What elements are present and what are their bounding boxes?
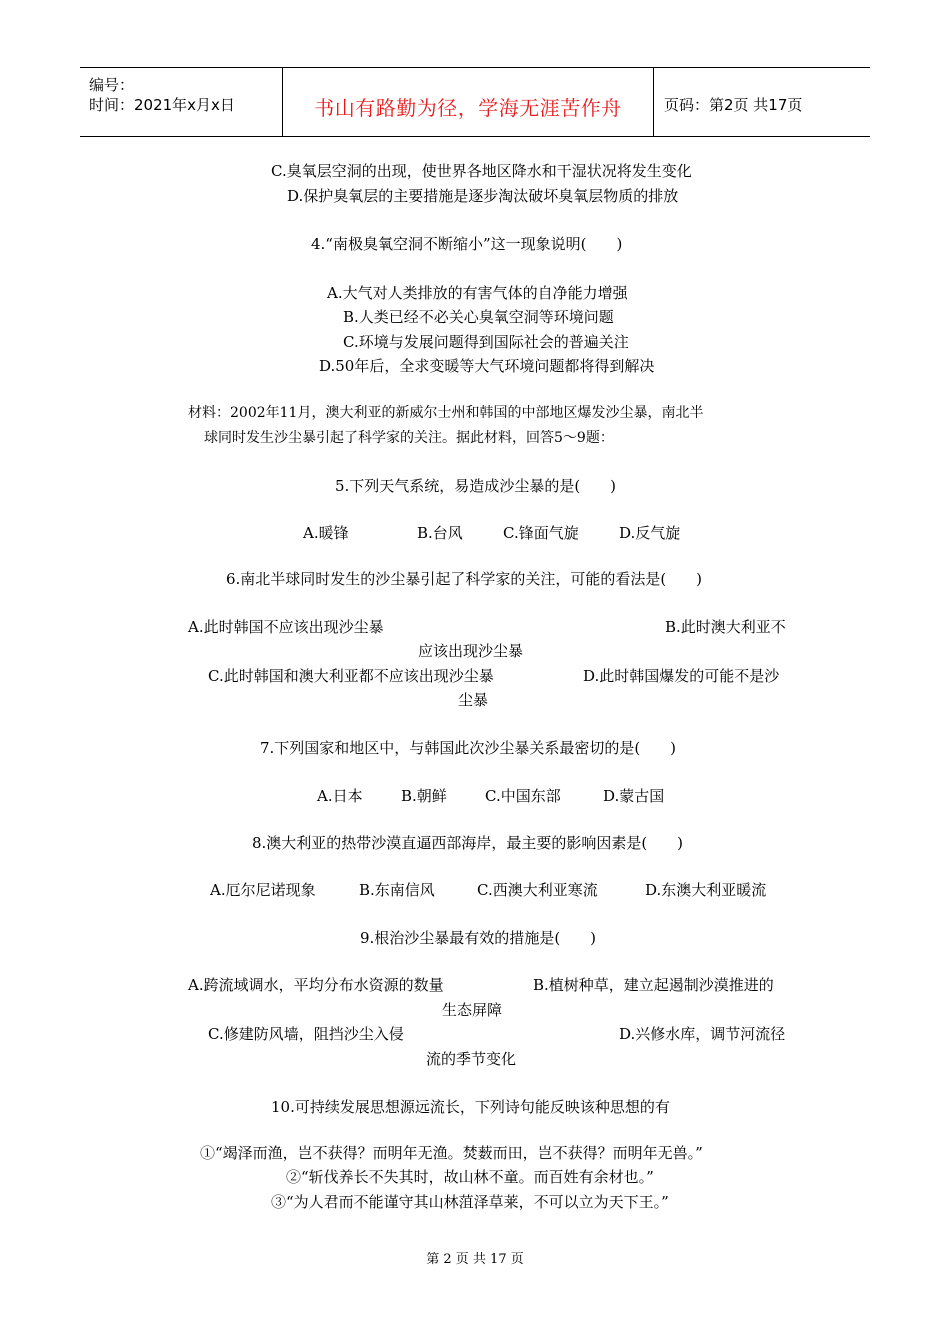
option-q9b: B.植树种草，建立起遏制沙漠推进的 — [533, 976, 774, 994]
option-q6d: D.此时韩国爆发的可能不是沙 — [583, 667, 780, 685]
option-q9c: C.修建防风墙，阻挡沙尘入侵 — [208, 1025, 404, 1043]
option-q9d-cont: 流的季节变化 — [426, 1050, 517, 1068]
option-q8a: A.厄尔尼诺现象 — [210, 881, 316, 899]
option-q6d-cont: 尘暴 — [458, 691, 489, 709]
option-q5c: C.锋面气旋 — [503, 524, 579, 542]
option-q3c: C.臭氧层空洞的出现，使世界各地区降水和干湿状况将发生变化 — [271, 162, 692, 180]
option-q7d: D.蒙古国 — [603, 787, 665, 805]
question-7: 7.下列国家和地区中，与韩国此次沙尘暴关系最密切的是( ) — [260, 739, 677, 757]
option-q5a: A.暖锋 — [303, 524, 349, 542]
option-q8c: C.西澳大利亚寒流 — [477, 881, 598, 899]
option-q4a: A.大气对人类排放的有害气体的自净能力增强 — [327, 284, 628, 302]
material-line-1: 材料：2002年11月，澳大利亚的新威尔士州和韩国的中部地区爆发沙尘暴，南北半 — [188, 405, 704, 421]
header-info-cell — [80, 68, 283, 136]
poem-line-2: ②“斩伐养长不失其时，故山林不童。而百姓有余材也。” — [286, 1168, 654, 1186]
option-q7c: C.中国东部 — [485, 787, 561, 805]
header-motto-cell — [283, 68, 654, 136]
option-q9b-cont: 生态屏障 — [442, 1001, 503, 1019]
question-6: 6.南北半球同时发生的沙尘暴引起了科学家的关注，可能的看法是( ) — [226, 570, 703, 588]
option-q9d: D.兴修水库，调节河流径 — [619, 1025, 786, 1043]
question-9: 9.根治沙尘暴最有效的措施是( ) — [360, 929, 597, 947]
page-header — [80, 67, 870, 137]
option-q4d: D.50年后，全求变暖等大气环境问题都将得到解决 — [319, 357, 655, 375]
question-8: 8.澳大利亚的热带沙漠直逼西部海岸，最主要的影响因素是( ) — [252, 834, 684, 852]
header-page-cell — [655, 68, 870, 136]
option-q7a: A.日本 — [317, 787, 363, 805]
option-q9a: A.跨流域调水，平均分布水资源的数量 — [188, 976, 444, 994]
page-label: 页码：第2页 共17页 — [664, 96, 803, 114]
option-q6b-cont: 应该出现沙尘暴 — [418, 642, 524, 660]
option-q4b: B.人类已经不必关心臭氧空洞等环境问题 — [343, 308, 614, 326]
option-q7b: B.朝鲜 — [401, 787, 447, 805]
material-line-2: 球同时发生沙尘暴引起了科学家的关注。据此材料，回答5～9题： — [204, 430, 614, 446]
poem-line-1: ①“竭泽而渔，岂不获得？而明年无渔。焚薮而田，岂不获得？而明年无兽。” — [200, 1144, 703, 1162]
option-q3d: D.保护臭氧层的主要措施是逐步淘汰破坏臭氧层物质的排放 — [287, 187, 679, 205]
option-q8b: B.东南信风 — [359, 881, 435, 899]
question-10: 10.可持续发展思想源远流长，下列诗句能反映该种思想的有 — [271, 1098, 670, 1116]
option-q5b: B.台风 — [417, 524, 463, 542]
number-label: 编号： — [89, 76, 135, 94]
option-q6b: B.此时澳大利亚不 — [665, 618, 786, 636]
question-5: 5.下列天气系统，易造成沙尘暴的是( ) — [335, 477, 617, 495]
option-q4c: C.环境与发展问题得到国际社会的普遍关注 — [343, 333, 629, 351]
option-q6a: A.此时韩国不应该出现沙尘暴 — [188, 618, 384, 636]
motto: 书山有路勤为径，学海无涯苦作舟 — [314, 96, 622, 120]
option-q6c: C.此时韩国和澳大利亚都不应该出现沙尘暴 — [208, 667, 494, 685]
option-q8d: D.东澳大利亚暖流 — [645, 881, 767, 899]
page-footer: 第 2 页 共 17 页 — [426, 1252, 524, 1267]
time-label: 时间：2021年x月x日 — [89, 96, 235, 114]
poem-line-3: ③“为人君而不能谨守其山林菹泽草莱，不可以立为天下王。” — [271, 1193, 669, 1211]
option-q5d: D.反气旋 — [619, 524, 681, 542]
question-4: 4.“南极臭氧空洞不断缩小”这一现象说明( ) — [311, 235, 623, 253]
